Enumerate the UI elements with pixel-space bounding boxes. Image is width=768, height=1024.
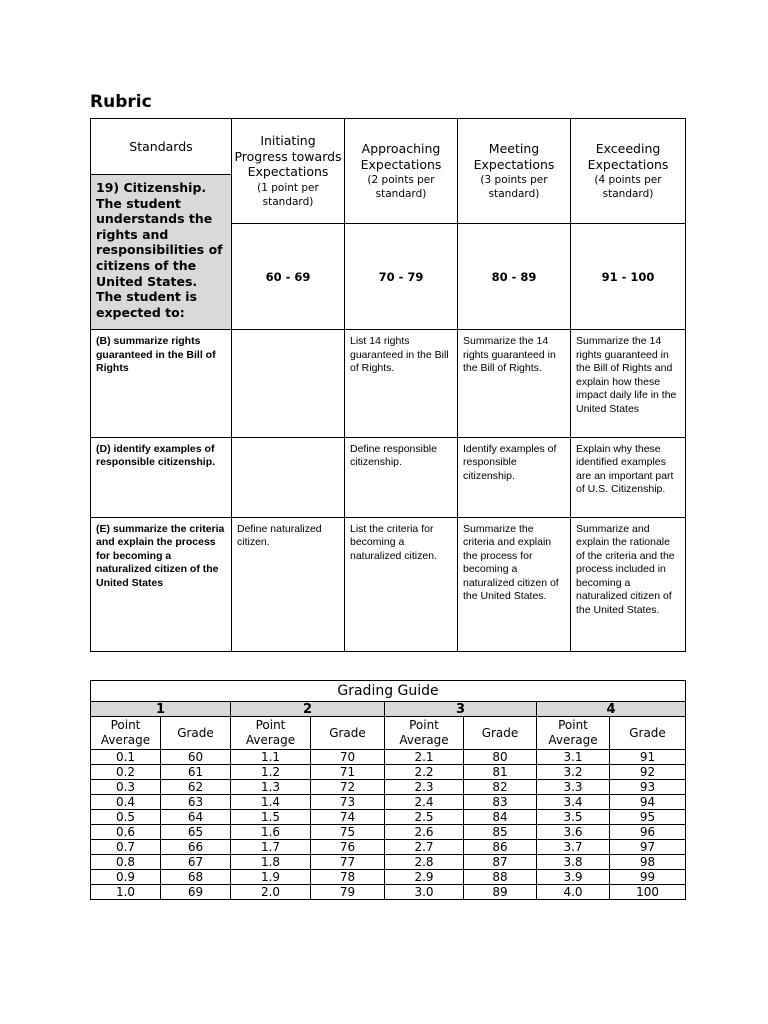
point-average-cell: 2.2 — [385, 765, 464, 780]
point-average-cell: 1.1 — [231, 750, 311, 765]
point-average-cell: 0.9 — [91, 870, 161, 885]
grade-cell: 77 — [311, 855, 385, 870]
point-average-cell: 0.6 — [91, 825, 161, 840]
grade-cell: 61 — [161, 765, 231, 780]
grade-cell: 97 — [610, 840, 686, 855]
grade-cell: 82 — [464, 780, 537, 795]
table-row — [91, 855, 686, 870]
point-average-header: Point Average — [385, 717, 464, 750]
grade-cell: 60 — [161, 750, 231, 765]
point-average-cell: 3.2 — [537, 765, 610, 780]
grade-cell: 71 — [311, 765, 385, 780]
point-average-cell: 1.0 — [91, 885, 161, 900]
grade-cell: 80 — [464, 750, 537, 765]
page-title: Rubric — [90, 92, 152, 112]
grade-cell: 89 — [464, 885, 537, 900]
point-average-cell: 0.8 — [91, 855, 161, 870]
grade-cell: 94 — [610, 795, 686, 810]
criteria-cell — [232, 437, 345, 517]
grade-cell: 65 — [161, 825, 231, 840]
point-average-cell: 0.5 — [91, 810, 161, 825]
criteria-cell: Summarize and explain the rationale of the criteria and the process included in becoming a naturalized citizen of the United States. — [571, 517, 686, 651]
grade-cell: 98 — [610, 855, 686, 870]
standards-header: Standards — [91, 119, 232, 175]
grade-cell: 67 — [161, 855, 231, 870]
standard-d: (D) identify examples of responsible citizenship. — [91, 437, 232, 517]
grading-guide-title: Grading Guide — [91, 681, 686, 702]
point-average-cell: 3.7 — [537, 840, 610, 855]
table-row — [91, 780, 686, 795]
grade-cell: 100 — [610, 885, 686, 900]
point-average-cell: 2.6 — [385, 825, 464, 840]
grade-cell: 63 — [161, 795, 231, 810]
point-average-cell: 1.2 — [231, 765, 311, 780]
grading-guide-table — [90, 680, 686, 900]
grade-header: Grade — [311, 717, 385, 750]
criteria-cell: Define naturalized citizen. — [232, 517, 345, 651]
group-header: 3 — [385, 702, 537, 717]
grade-cell: 99 — [610, 870, 686, 885]
grade-cell: 93 — [610, 780, 686, 795]
grade-cell: 92 — [610, 765, 686, 780]
grade-cell: 78 — [311, 870, 385, 885]
level-points: (3 points per standard) — [480, 174, 548, 201]
grade-cell: 62 — [161, 780, 231, 795]
grade-cell: 79 — [311, 885, 385, 900]
range-exceeding: 91 - 100 — [571, 224, 686, 330]
point-average-cell: 1.4 — [231, 795, 311, 810]
point-average-cell: 2.3 — [385, 780, 464, 795]
level-label: Exceeding Expectations — [587, 141, 669, 172]
point-average-header: Point Average — [91, 717, 161, 750]
grade-header: Grade — [610, 717, 686, 750]
level-label: Meeting Expectations — [473, 141, 555, 172]
point-average-cell: 2.8 — [385, 855, 464, 870]
point-average-cell: 3.1 — [537, 750, 610, 765]
level-label: Initiating Progress towards Expectations — [234, 133, 342, 180]
level-header-initiating — [232, 119, 345, 224]
criteria-cell: List the criteria for becoming a naturalized citizen. — [345, 517, 458, 651]
level-header-approaching — [345, 119, 458, 224]
criteria-cell — [232, 330, 345, 437]
point-average-cell: 3.9 — [537, 870, 610, 885]
criteria-cell: Summarize the 14 rights guaranteed in the Bill of Rights. — [458, 330, 571, 437]
level-points: (1 point per standard) — [257, 181, 319, 208]
point-average-cell: 0.2 — [91, 765, 161, 780]
grade-cell: 68 — [161, 870, 231, 885]
point-average-cell: 4.0 — [537, 885, 610, 900]
grade-cell: 87 — [464, 855, 537, 870]
grade-cell: 88 — [464, 870, 537, 885]
grade-header: Grade — [161, 717, 231, 750]
level-points: (4 points per standard) — [594, 174, 662, 201]
table-row — [91, 750, 686, 765]
point-average-cell: 3.5 — [537, 810, 610, 825]
criteria-cell: Define responsible citizenship. — [345, 437, 458, 517]
point-average-cell: 2.1 — [385, 750, 464, 765]
table-row — [91, 885, 686, 900]
criteria-cell: Summarize the 14 rights guaranteed in the Bill of Rights and explain how these impact daily life in the United States — [571, 330, 686, 437]
table-row — [91, 517, 686, 651]
criteria-cell: Identify examples of responsible citizenship. — [458, 437, 571, 517]
point-average-cell: 2.0 — [231, 885, 311, 900]
point-average-cell: 1.5 — [231, 810, 311, 825]
grade-cell: 96 — [610, 825, 686, 840]
point-average-cell: 2.5 — [385, 810, 464, 825]
table-row — [91, 840, 686, 855]
grade-cell: 85 — [464, 825, 537, 840]
criteria-cell: List 14 rights guaranteed in the Bill of Rights. — [345, 330, 458, 437]
group-header: 4 — [537, 702, 686, 717]
point-average-cell: 1.6 — [231, 825, 311, 840]
grade-cell: 74 — [311, 810, 385, 825]
grade-cell: 64 — [161, 810, 231, 825]
level-header-exceeding — [571, 119, 686, 224]
point-average-cell: 2.9 — [385, 870, 464, 885]
standard-title: 19) Citizenship. The student understands the rights and responsibilities of citizens of the United States. The student is expected to: — [91, 175, 232, 330]
standard-e: (E) summarize the criteria and explain the process for becoming a naturalized citizen of the United States — [91, 517, 232, 651]
grade-cell: 69 — [161, 885, 231, 900]
grade-cell: 75 — [311, 825, 385, 840]
point-average-cell: 1.9 — [231, 870, 311, 885]
point-average-header: Point Average — [537, 717, 610, 750]
level-points: (2 points per standard) — [367, 174, 435, 201]
grade-cell: 66 — [161, 840, 231, 855]
grade-cell: 73 — [311, 795, 385, 810]
grade-cell: 70 — [311, 750, 385, 765]
criteria-cell: Summarize the criteria and explain the process for becoming a naturalized citizen of the United States. — [458, 517, 571, 651]
table-row — [91, 810, 686, 825]
point-average-cell: 3.4 — [537, 795, 610, 810]
point-average-cell: 1.7 — [231, 840, 311, 855]
grade-cell: 76 — [311, 840, 385, 855]
point-average-cell: 2.7 — [385, 840, 464, 855]
grade-cell: 86 — [464, 840, 537, 855]
point-average-cell: 0.4 — [91, 795, 161, 810]
grade-cell: 84 — [464, 810, 537, 825]
point-average-header: Point Average — [231, 717, 311, 750]
level-label: Approaching Expectations — [360, 141, 442, 172]
grade-cell: 72 — [311, 780, 385, 795]
criteria-cell: Explain why these identified examples are an important part of U.S. Citizenship. — [571, 437, 686, 517]
table-row — [91, 765, 686, 780]
table-row — [91, 330, 686, 437]
point-average-cell: 0.3 — [91, 780, 161, 795]
point-average-cell: 3.0 — [385, 885, 464, 900]
point-average-cell: 3.3 — [537, 780, 610, 795]
group-header: 2 — [231, 702, 385, 717]
grade-cell: 83 — [464, 795, 537, 810]
grade-cell: 91 — [610, 750, 686, 765]
table-row — [91, 870, 686, 885]
point-average-cell: 2.4 — [385, 795, 464, 810]
grade-cell: 95 — [610, 810, 686, 825]
table-row — [91, 437, 686, 517]
point-average-cell: 0.1 — [91, 750, 161, 765]
grade-cell: 81 — [464, 765, 537, 780]
standard-b: (B) summarize rights guaranteed in the Bill of Rights — [91, 330, 232, 437]
level-header-meeting — [458, 119, 571, 224]
rubric-table — [90, 118, 686, 652]
table-row — [91, 825, 686, 840]
grade-header: Grade — [464, 717, 537, 750]
point-average-cell: 1.3 — [231, 780, 311, 795]
range-meeting: 80 - 89 — [458, 224, 571, 330]
point-average-cell: 0.7 — [91, 840, 161, 855]
range-approaching: 70 - 79 — [345, 224, 458, 330]
table-row — [91, 795, 686, 810]
point-average-cell: 1.8 — [231, 855, 311, 870]
point-average-cell: 3.6 — [537, 825, 610, 840]
group-header: 1 — [91, 702, 231, 717]
range-initiating: 60 - 69 — [232, 224, 345, 330]
point-average-cell: 3.8 — [537, 855, 610, 870]
